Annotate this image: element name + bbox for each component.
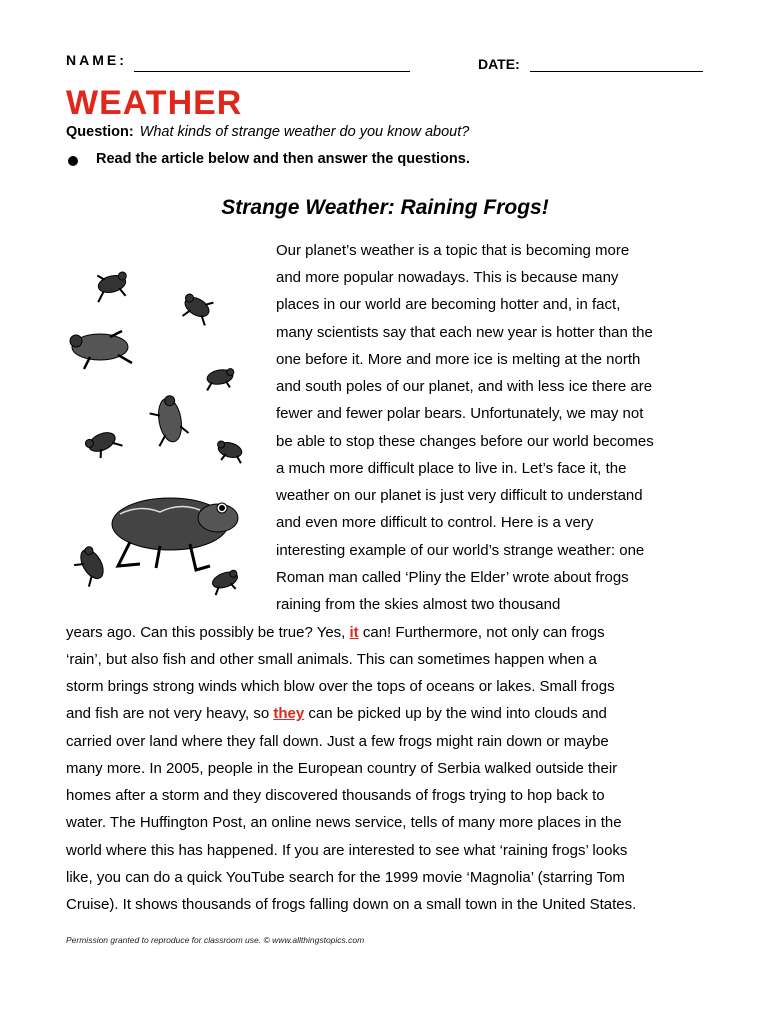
- bullet-icon: [68, 156, 78, 166]
- article-line: world where this has happened. If you are interested to see what ‘raining frogs’ looks: [66, 842, 628, 859]
- frogs-illustration-icon: [62, 262, 252, 602]
- large-frog-icon: [112, 498, 238, 570]
- question-text: What kinds of strange weather do you know about?: [139, 124, 470, 140]
- keyword-they: they: [273, 705, 305, 722]
- frog-icon: [70, 545, 109, 588]
- article-line: Our planet’s weather is a topic that is becoming more: [276, 242, 630, 259]
- frog-icon: [214, 440, 245, 465]
- article-line: like, you can do a quick YouTube search for the 1999 movie ‘Magnolia’ (starring Tom: [66, 869, 625, 886]
- frog-icon: [84, 428, 123, 462]
- article-line: weather on our planet is just very difficult to understand: [276, 487, 643, 504]
- article-line: and even more difficult to control. Here is a very: [276, 514, 594, 531]
- question-label: Question:: [66, 124, 134, 140]
- article-line: and south poles of our planet, and with less ice there are: [276, 378, 653, 395]
- article-line: ‘rain’, but also fish and other small animals. This can sometimes happen when a: [66, 651, 597, 668]
- article-line: one before it. More and more ice is melting at the north: [276, 351, 641, 368]
- article-line: fewer and fewer polar bears. Unfortunately, we may not: [276, 405, 644, 422]
- article-line: carried over land where they fall down. Just a few frogs might rain down or maybe: [66, 733, 609, 750]
- article-line: storm brings strong winds which blow over the tops of oceans or lakes. Small frogs: [66, 678, 615, 695]
- instruction-text: Read the article below and then answer the questions.: [96, 151, 470, 167]
- footer-permission: Permission granted to reproduce for classroom use. © www.allthingstopics.com: [66, 935, 365, 945]
- article-line: water. The Huffington Post, an online news service, tells of many more places in the: [66, 814, 622, 831]
- date-label: DATE:: [478, 56, 520, 72]
- name-field-line[interactable]: [134, 71, 410, 72]
- article-line: raining from the skies almost two thousand: [276, 596, 561, 613]
- article-line: homes after a storm and they discovered thousands of frogs trying to hop back to: [66, 787, 605, 804]
- article-line: interesting example of our world’s strange weather: one: [276, 542, 645, 559]
- article-line: and fish are not very heavy, so they can be picked up by the wind into clouds and: [66, 705, 607, 722]
- date-field-line[interactable]: [530, 71, 703, 72]
- article-line: many scientists say that each new year is hotter than the: [276, 324, 653, 341]
- article-line: years ago. Can this possibly be true? Yes, it can! Furthermore, not only can frogs: [66, 624, 605, 641]
- frog-icon: [204, 368, 236, 392]
- article-line: and more popular nowadays. This is because many: [276, 269, 619, 286]
- article-line: places in our world are becoming hotter and, in fact,: [276, 296, 621, 313]
- frog-icon: [70, 331, 132, 369]
- article-line: Roman man called ‘Pliny the Elder’ wrote about frogs: [276, 569, 629, 586]
- frog-icon: [147, 394, 190, 447]
- worksheet-title: WEATHER: [66, 84, 243, 122]
- article-line: many more. In 2005, people in the European country of Serbia walked outside their: [66, 760, 618, 777]
- article-title: Strange Weather: Raining Frogs!: [221, 196, 549, 219]
- question: [66, 124, 469, 140]
- article-line: Cruise). It shows thousands of frogs falling down on a small town in the United States.: [66, 896, 637, 913]
- keyword-it: it: [349, 624, 359, 641]
- frog-icon: [177, 289, 217, 328]
- name-label: NAME:: [66, 52, 127, 68]
- article-line: a much more difficult place to live in. Let’s face it, the: [276, 460, 627, 477]
- frog-icon: [209, 569, 241, 596]
- frog-icon: [92, 268, 132, 303]
- article-line: be able to stop these changes before our world becomes: [276, 433, 654, 450]
